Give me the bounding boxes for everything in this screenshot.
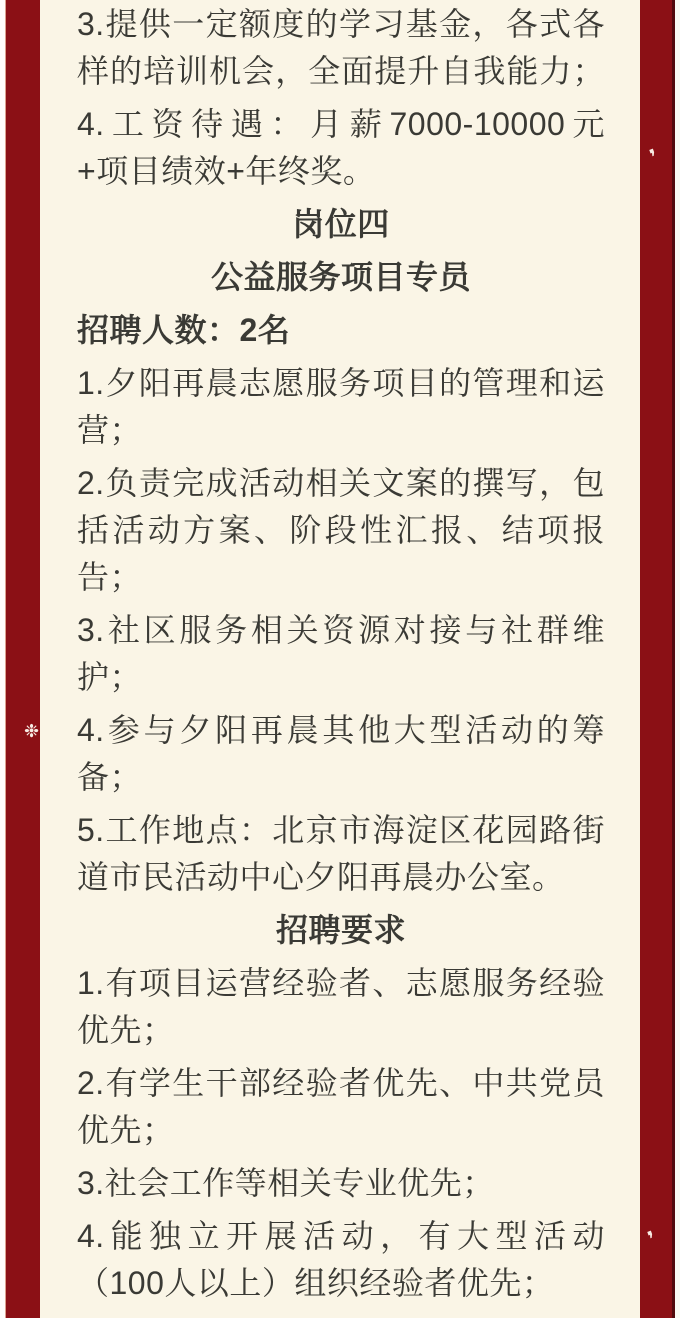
curl-ornament-bottom-icon: ❜ bbox=[645, 1227, 660, 1252]
text-line: 备； bbox=[77, 759, 143, 795]
text-line: 4.能独立开展活动，有大型活动 bbox=[77, 1218, 605, 1254]
text-line: 括活动方案、阶段性汇报、结项报 bbox=[77, 512, 605, 548]
text-line: 样的培训机会，全面提升自我能力； bbox=[77, 53, 605, 89]
sub-heading bbox=[77, 307, 605, 354]
section-heading bbox=[77, 254, 605, 301]
recruitment-text-content bbox=[77, 1, 605, 1313]
text-line: 道市民活动中心夕阳再晨办公室。 bbox=[77, 859, 565, 895]
body-paragraph bbox=[77, 360, 605, 454]
section-heading bbox=[77, 201, 605, 248]
text-line: 4.工资待遇：月薪7000-10000元 bbox=[77, 106, 605, 142]
text-line: 2.负责完成活动相关文案的撰写，包 bbox=[77, 465, 605, 501]
text-line: 护； bbox=[77, 659, 143, 695]
body-paragraph bbox=[77, 707, 605, 801]
text-line: 1.夕阳再晨志愿服务项目的管理和运 bbox=[77, 365, 605, 401]
curl-ornament-top-icon: ❜ bbox=[647, 145, 662, 170]
text-line: 1.有项目运营经验者、志愿服务经验 bbox=[77, 965, 605, 1001]
body-paragraph bbox=[77, 1160, 605, 1207]
text-line: 营； bbox=[77, 412, 143, 448]
body-paragraph bbox=[77, 1213, 605, 1307]
text-line: 3.社会工作等相关专业优先； bbox=[77, 1165, 495, 1201]
snowflake-ornament-icon: ❉ bbox=[24, 721, 40, 741]
body-paragraph bbox=[77, 807, 605, 901]
text-line: 优先； bbox=[77, 1012, 175, 1048]
body-paragraph bbox=[77, 960, 605, 1054]
text-line: +项目绩效+年终奖。 bbox=[77, 153, 376, 189]
body-paragraph bbox=[77, 1, 605, 95]
right-red-border bbox=[640, 0, 675, 1318]
body-paragraph bbox=[77, 460, 605, 601]
left-red-border bbox=[6, 0, 40, 1318]
text-line: 3.提供一定额度的学习基金，各式各 bbox=[77, 6, 605, 42]
page-right-margin bbox=[675, 0, 680, 1318]
text-line: 5.工作地点：北京市海淀区花园路街 bbox=[77, 812, 605, 848]
text-line: 告； bbox=[77, 559, 143, 595]
section-heading bbox=[77, 907, 605, 954]
text-line: 4.参与夕阳再晨其他大型活动的筹 bbox=[77, 712, 605, 748]
body-paragraph bbox=[77, 101, 605, 195]
text-line: 2.有学生干部经验者优先、中共党员 bbox=[77, 1065, 605, 1101]
text-line: 岗位四 bbox=[292, 206, 390, 242]
body-paragraph bbox=[77, 1060, 605, 1154]
text-line: （100人以上）组织经验者优先； bbox=[77, 1265, 555, 1301]
text-line: 3.社区服务相关资源对接与社群维 bbox=[77, 612, 605, 648]
text-line: 招聘要求 bbox=[275, 912, 406, 948]
text-line: 招聘人数：2名 bbox=[77, 312, 291, 348]
body-paragraph bbox=[77, 607, 605, 701]
text-line: 公益服务项目专员 bbox=[210, 259, 471, 295]
text-line: 优先； bbox=[77, 1112, 175, 1148]
